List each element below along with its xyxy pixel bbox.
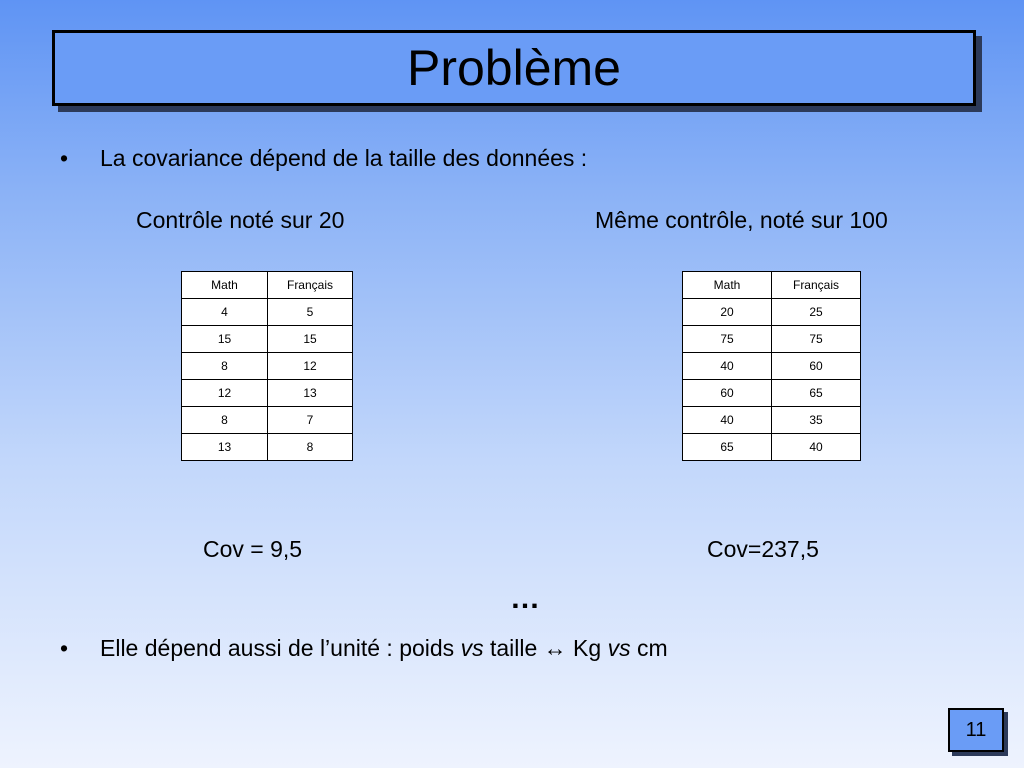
table-header-row bbox=[182, 272, 353, 299]
bullet-text-part: cm bbox=[630, 635, 668, 661]
table-row bbox=[182, 380, 353, 407]
cell-francais: 65 bbox=[772, 380, 861, 407]
table-row bbox=[182, 299, 353, 326]
cell-francais: 15 bbox=[268, 326, 353, 353]
bullet-dot: • bbox=[60, 635, 69, 661]
table-row bbox=[683, 326, 861, 353]
table-row bbox=[683, 407, 861, 434]
table-row bbox=[182, 353, 353, 380]
slide-title: Problème bbox=[407, 40, 621, 96]
cell-math: 65 bbox=[683, 434, 772, 461]
table-row bbox=[683, 299, 861, 326]
table-row bbox=[182, 407, 353, 434]
right-heading: Même contrôle, noté sur 100 bbox=[595, 207, 888, 233]
cell-francais: 12 bbox=[268, 353, 353, 380]
cell-math: 40 bbox=[683, 353, 772, 380]
table-row bbox=[182, 326, 353, 353]
bullet-text: La covariance dépend de la taille des données : bbox=[100, 145, 588, 171]
cell-math: 15 bbox=[182, 326, 268, 353]
cell-math: 12 bbox=[182, 380, 268, 407]
title-box bbox=[52, 30, 976, 106]
table-row bbox=[182, 434, 353, 461]
bullet-text-part: Elle dépend aussi de l’unité : poids bbox=[100, 635, 461, 661]
table-row bbox=[683, 353, 861, 380]
bullet-text bbox=[100, 635, 668, 662]
cell-math: 4 bbox=[182, 299, 268, 326]
cell-francais: 5 bbox=[268, 299, 353, 326]
bullet-text-vs: vs bbox=[460, 635, 484, 661]
column-header-francais: Français bbox=[268, 272, 353, 299]
cell-math: 20 bbox=[683, 299, 772, 326]
cell-francais: 8 bbox=[268, 434, 353, 461]
grades-table-20 bbox=[181, 271, 353, 461]
grades-table-100 bbox=[682, 271, 861, 461]
cell-francais: 25 bbox=[772, 299, 861, 326]
bullet-covariance-size bbox=[60, 145, 587, 172]
cell-math: 60 bbox=[683, 380, 772, 407]
bullet-text-vs: vs bbox=[607, 635, 631, 661]
cell-francais: 60 bbox=[772, 353, 861, 380]
covariance-100: Cov=237,5 bbox=[707, 536, 819, 562]
cell-math: 8 bbox=[182, 407, 268, 434]
bullet-text-part: taille ↔ Kg bbox=[483, 635, 608, 661]
table-header-row bbox=[683, 272, 861, 299]
column-header-math: Math bbox=[182, 272, 268, 299]
cell-math: 8 bbox=[182, 353, 268, 380]
table-row bbox=[683, 434, 861, 461]
covariance-20: Cov = 9,5 bbox=[203, 536, 303, 562]
column-header-francais: Français bbox=[772, 272, 861, 299]
cell-francais: 7 bbox=[268, 407, 353, 434]
page-number: 11 bbox=[948, 708, 1004, 752]
bullet-dot: • bbox=[60, 145, 69, 171]
table-row bbox=[683, 380, 861, 407]
ellipsis: … bbox=[510, 582, 541, 615]
cell-math: 75 bbox=[683, 326, 772, 353]
cell-francais: 75 bbox=[772, 326, 861, 353]
bullet-unit-dependence bbox=[60, 635, 668, 662]
cell-math: 13 bbox=[182, 434, 268, 461]
cell-francais: 40 bbox=[772, 434, 861, 461]
cell-math: 40 bbox=[683, 407, 772, 434]
cell-francais: 35 bbox=[772, 407, 861, 434]
cell-francais: 13 bbox=[268, 380, 353, 407]
left-heading: Contrôle noté sur 20 bbox=[136, 207, 345, 233]
column-header-math: Math bbox=[683, 272, 772, 299]
